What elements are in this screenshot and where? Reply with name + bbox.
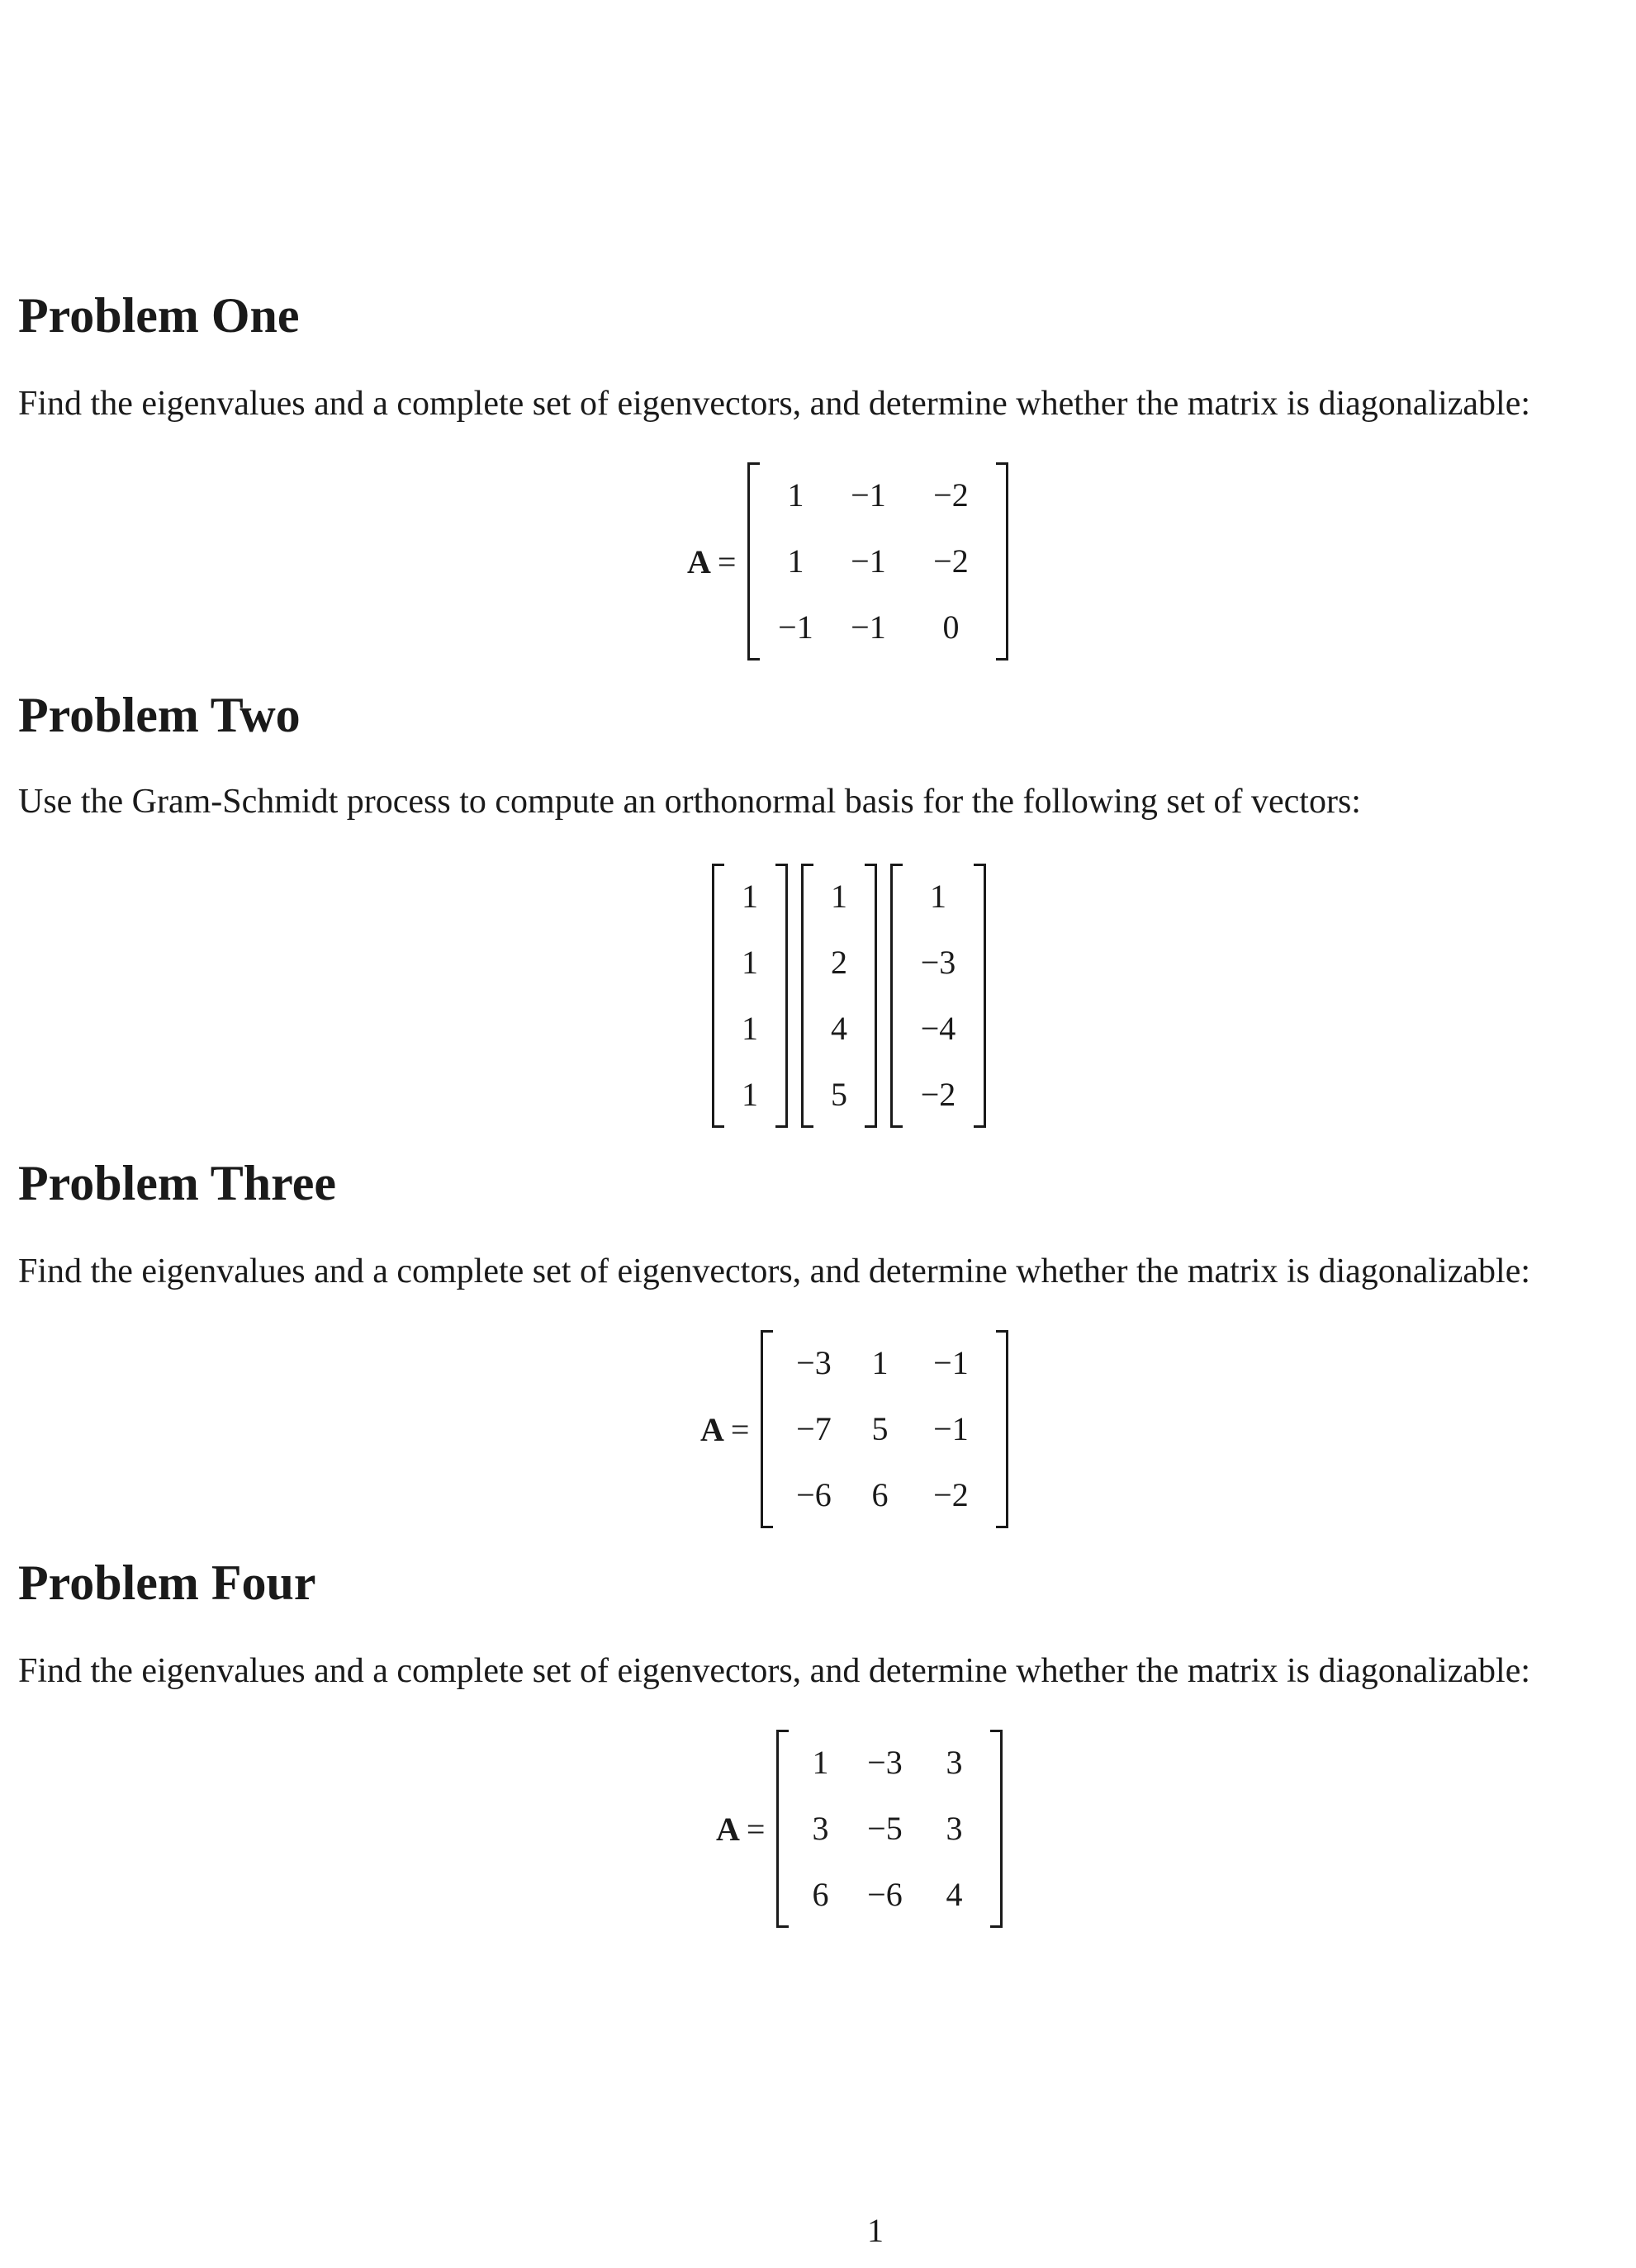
matrix-label: A = bbox=[700, 1410, 750, 1448]
matrix-cell: −3 bbox=[796, 1344, 832, 1381]
vector-entry: 1 bbox=[742, 1010, 758, 1047]
matrix-cell: −7 bbox=[796, 1410, 832, 1447]
problem-four-prompt: Find the eigenvalues and a complete set of eigenvectors, and determine whether the matrix is diagonalizable: bbox=[18, 1652, 1531, 1690]
vector-entry: 1 bbox=[831, 878, 847, 915]
matrix-cell: −1 bbox=[933, 1344, 969, 1381]
problem-three-section bbox=[18, 1156, 1620, 1513]
problem-two-prompt: Use the Gram-Schmidt process to compute an orthonormal basis for the following set of vectors: bbox=[18, 783, 1361, 821]
vector-3 bbox=[890, 864, 986, 1128]
matrix-cell: 3 bbox=[946, 1744, 963, 1781]
matrix-cell: 1 bbox=[812, 1744, 829, 1781]
matrix-cell: −3 bbox=[867, 1744, 903, 1781]
matrix-cell: 1 bbox=[871, 1344, 889, 1381]
matrix-cell: −2 bbox=[933, 1476, 969, 1513]
problem-four-matrix bbox=[776, 1730, 1003, 1928]
problem-four-equation bbox=[716, 1730, 1003, 1928]
matrix-cell: 3 bbox=[812, 1810, 829, 1847]
matrix-cell: 6 bbox=[871, 1476, 889, 1513]
matrix-cell: −1 bbox=[851, 476, 886, 514]
vector-entry: −3 bbox=[920, 944, 956, 981]
problem-one-matrix bbox=[747, 462, 1008, 661]
vector-entry: 1 bbox=[742, 1076, 758, 1113]
problem-one-title: Problem One bbox=[18, 288, 300, 343]
matrix-cell: 5 bbox=[871, 1410, 889, 1447]
problem-three-matrix bbox=[761, 1330, 1008, 1528]
matrix-cell: −2 bbox=[933, 476, 969, 514]
matrix-cell: −1 bbox=[778, 608, 813, 646]
problem-three-title: Problem Three bbox=[18, 1156, 336, 1210]
page-number: 1 bbox=[867, 2212, 884, 2249]
vector-entry: 1 bbox=[930, 878, 946, 915]
vector-entry: 1 bbox=[742, 944, 758, 981]
matrix-cell: −1 bbox=[851, 542, 886, 580]
matrix-label: A = bbox=[716, 1810, 766, 1848]
problem-four-title: Problem Four bbox=[18, 1555, 316, 1610]
matrix-cell: −1 bbox=[933, 1410, 969, 1447]
matrix-cell: 6 bbox=[812, 1876, 829, 1913]
problem-one-equation bbox=[687, 462, 1008, 661]
matrix-cell: −6 bbox=[796, 1476, 832, 1513]
vector-entry: −2 bbox=[920, 1076, 956, 1113]
problem-one-prompt: Find the eigenvalues and a complete set of eigenvectors, and determine whether the matrix is diagonalizable: bbox=[18, 385, 1531, 423]
problem-four-section bbox=[18, 1555, 1620, 1913]
problem-three-prompt: Find the eigenvalues and a complete set of eigenvectors, and determine whether the matrix is diagonalizable: bbox=[18, 1252, 1531, 1290]
matrix-cell: 1 bbox=[787, 542, 804, 580]
problem-three-equation bbox=[700, 1330, 1008, 1528]
matrix-cell: 4 bbox=[946, 1876, 963, 1913]
matrix-cell: −6 bbox=[867, 1876, 903, 1913]
matrix-label: A = bbox=[687, 542, 737, 580]
vector-entry: 1 bbox=[742, 878, 758, 915]
problem-two-vectors bbox=[712, 864, 986, 1128]
vector-1 bbox=[712, 864, 788, 1128]
vector-entry: 5 bbox=[831, 1076, 847, 1113]
vector-entry: −4 bbox=[920, 1010, 956, 1047]
matrix-cell: −5 bbox=[867, 1810, 903, 1847]
vector-entry: 2 bbox=[831, 944, 847, 981]
matrix-cell: −1 bbox=[851, 608, 886, 646]
vector-entry: 4 bbox=[831, 1010, 847, 1047]
matrix-cell: 1 bbox=[787, 476, 804, 514]
problem-two-section bbox=[18, 688, 1620, 1113]
matrix-cell: 3 bbox=[946, 1810, 963, 1847]
vector-2 bbox=[801, 864, 877, 1128]
matrix-cell: −2 bbox=[933, 542, 969, 580]
problem-one-section bbox=[18, 288, 1620, 646]
matrix-cell: 0 bbox=[942, 608, 960, 646]
problem-two-title: Problem Two bbox=[18, 688, 301, 742]
